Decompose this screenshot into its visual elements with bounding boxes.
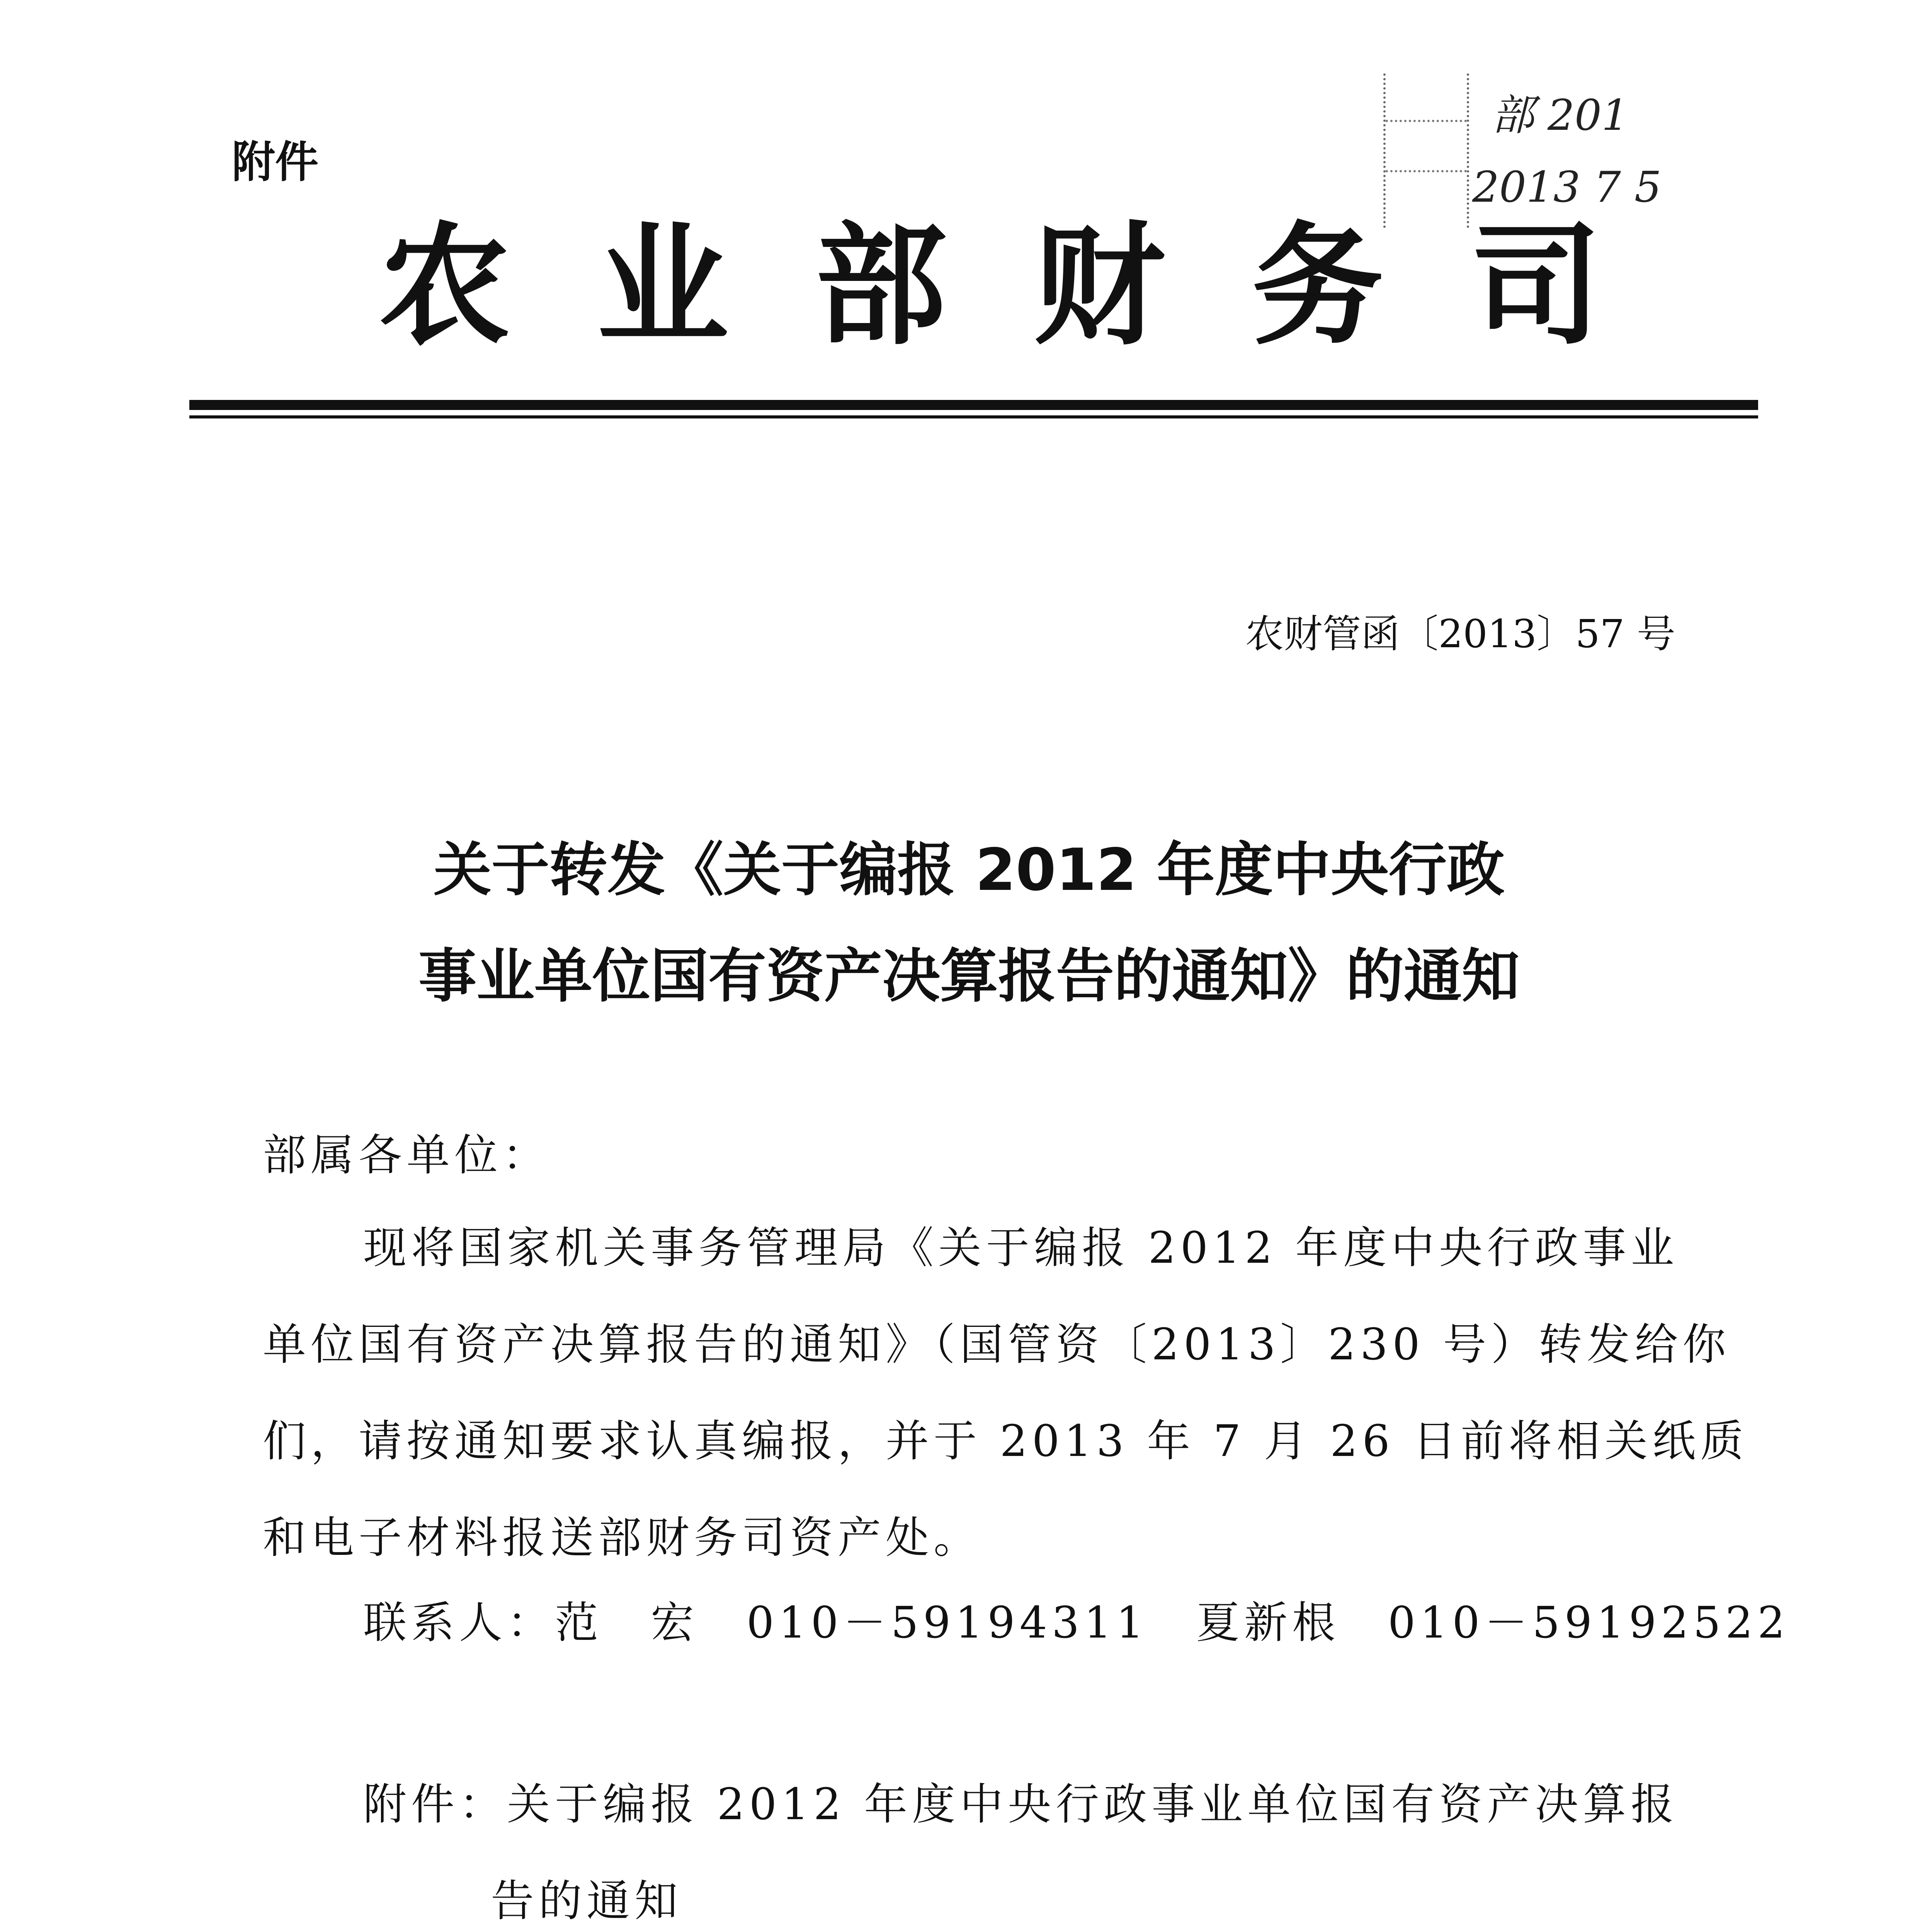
paragraph-line: 单位国有资产决算报告的通知》（国管资〔2013〕230 号）转发给你 <box>263 1320 1731 1370</box>
agency-masthead: 农业部财务司 <box>379 209 1689 363</box>
document-title-line-2: 事业单位国有资产决算报告的通知》的通知 <box>418 943 1520 1010</box>
receipt-handwriting-date: 2013 7 5 <box>1472 162 1662 212</box>
paragraph-line: 们，请按通知要求认真编报，并于 2013 年 7 月 26 日前将相关纸质 <box>263 1416 1748 1466</box>
receipt-handwriting-number: 部 201 <box>1492 90 1629 140</box>
document-number: 农财管函〔2013〕57 号 <box>1245 611 1675 656</box>
receipt-stamp-grid <box>1383 73 1469 228</box>
paragraph-line: 现将国家机关事务管理局《关于编报 2012 年度中央行政事业 <box>363 1223 1679 1273</box>
salutation: 部属各单位： <box>263 1130 550 1180</box>
attachment-reference: 附件：关于编报 2012 年度中央行政事业单位国有资产决算报 <box>363 1779 1679 1830</box>
document-title-line-1: 关于转发《关于编报 2012 年度中央行政 <box>434 837 1505 904</box>
masthead-rule-thin <box>189 415 1758 418</box>
contacts-line: 联系人：范 宏 010－59194311 夏新根 010－59192522 <box>363 1598 1790 1648</box>
attachment-reference-continued: 告的通知 <box>491 1876 682 1926</box>
paragraph-line: 和电子材料报送部财务司资产处。 <box>263 1513 981 1563</box>
attachment-label: 附件 <box>232 137 318 187</box>
masthead-rule-thick <box>189 400 1758 410</box>
